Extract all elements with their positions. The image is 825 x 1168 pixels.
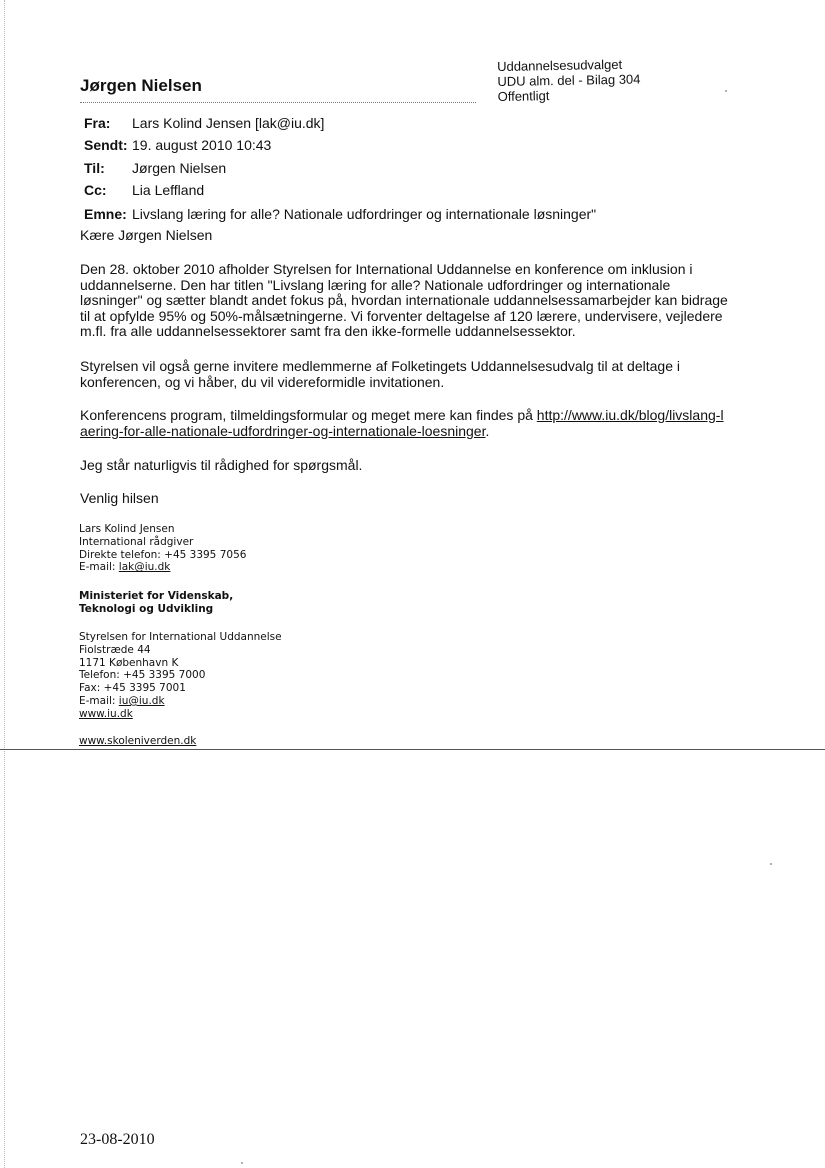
secondary-website-line xyxy=(79,735,196,748)
ministry-line-1: Ministeriet for Videnskab, xyxy=(79,590,234,602)
org-name: Styrelsen for International Uddannelse xyxy=(79,631,282,643)
signature-title: International rådgiver xyxy=(79,535,194,548)
from-label: Fra: xyxy=(84,115,111,131)
cc-label: Cc: xyxy=(84,182,107,198)
body-paragraph-4: Jeg står naturligvis til rådighed for spørgsmål. xyxy=(80,457,363,473)
footer-date: 23-08-2010 xyxy=(80,1131,155,1148)
signature-phone: Direkte telefon: +45 3395 7056 xyxy=(79,548,247,561)
signature-email-label: E-mail: xyxy=(79,561,119,574)
paragraph-3-text: Konferencens program, tilmeldingsformular og meget mere kan findes på xyxy=(80,407,537,423)
org-fax: Fax: +45 3395 7001 xyxy=(79,682,186,695)
ministry-block xyxy=(79,590,233,616)
recipient-name-heading: Jørgen Nielsen xyxy=(80,76,202,95)
signature-name: Lars Kolind Jensen xyxy=(79,523,175,535)
header-from xyxy=(84,115,325,131)
from-value: Lars Kolind Jensen [lak@iu.dk] xyxy=(132,115,325,131)
org-website-line xyxy=(79,708,282,721)
scan-speck xyxy=(241,1162,243,1164)
subject-label: Emne: xyxy=(84,206,127,222)
signature-email-line xyxy=(79,561,246,574)
org-street: Fiolstræde 44 xyxy=(79,643,151,656)
body-paragraph-1: Den 28. oktober 2010 afholder Styrelsen for International Uddannelse en konference om inklusion i uddannelserne. Den har titlen "Livslang læring for alle? Nationale udfordringer og internationale løsninger" og sætter blandt andet fokus på, hvordan internationale uddannelsessamarbejder kan bidrage til at opfylde 95% og 50%-målsætningerne. Vi forventer deltagelse af 120 lærere, undervisere, vejledere m.fl. fra alle uddannelsessektorer samt fra den ikke-formelle uddannelsessektor. xyxy=(80,261,728,339)
skoleniverden-link[interactable]: www.skoleniverden.dk xyxy=(79,735,197,747)
scan-speck xyxy=(725,90,727,92)
to-label: Til: xyxy=(84,160,105,176)
scan-speck xyxy=(770,863,772,865)
header-subject xyxy=(84,206,597,222)
stamp-status: Offentligt xyxy=(497,88,550,104)
email-end-divider xyxy=(0,749,825,750)
org-email-link[interactable]: iu@iu.dk xyxy=(118,694,165,707)
ministry-line-2: Teknologi og Udvikling xyxy=(79,602,214,615)
org-email-line xyxy=(79,695,282,708)
body-paragraph-2: Styrelsen vil også gerne invitere medlemmerne af Folketingets Uddannelsesudvalg til at deltage i konferencen, og vi håber, du vil videreformidle invitationen. xyxy=(80,358,680,390)
cc-value: Lia Leffland xyxy=(132,182,205,198)
header-to xyxy=(84,160,227,176)
to-value: Jørgen Nielsen xyxy=(132,160,227,176)
scan-edge-line xyxy=(4,0,5,1168)
organization-block xyxy=(79,631,282,721)
conference-link[interactable]: http://www.iu.dk/blog/livslang-laering-for-alle-nationale-udfordringer-og-internationale-loesninger xyxy=(80,407,724,439)
greeting: Kære Jørgen Nielsen xyxy=(80,227,213,243)
org-city: 1171 København K xyxy=(79,656,179,669)
document-stamp xyxy=(497,57,641,104)
org-telephone: Telefon: +45 3395 7000 xyxy=(79,669,206,682)
org-website-link[interactable]: www.iu.dk xyxy=(79,707,133,720)
closing: Venlig hilsen xyxy=(80,490,159,506)
header-cc xyxy=(84,182,205,198)
sent-label: Sendt: xyxy=(84,137,128,153)
heading-divider xyxy=(80,102,476,103)
stamp-committee: Uddannelsesudvalget xyxy=(497,56,623,74)
signature-block xyxy=(79,523,246,574)
body-paragraph-3 xyxy=(80,408,730,439)
stamp-reference: UDU alm. del - Bilag 304 xyxy=(497,71,641,89)
org-email-label: E-mail: xyxy=(79,694,119,707)
header-sent xyxy=(84,137,272,153)
paragraph-3-end: . xyxy=(485,422,490,439)
sent-value: 19. august 2010 10:43 xyxy=(132,137,272,153)
subject-value: Livslang læring for alle? Nationale udfordringer og internationale løsninger" xyxy=(132,206,597,222)
signature-email-link[interactable]: lak@iu.dk xyxy=(118,561,171,574)
